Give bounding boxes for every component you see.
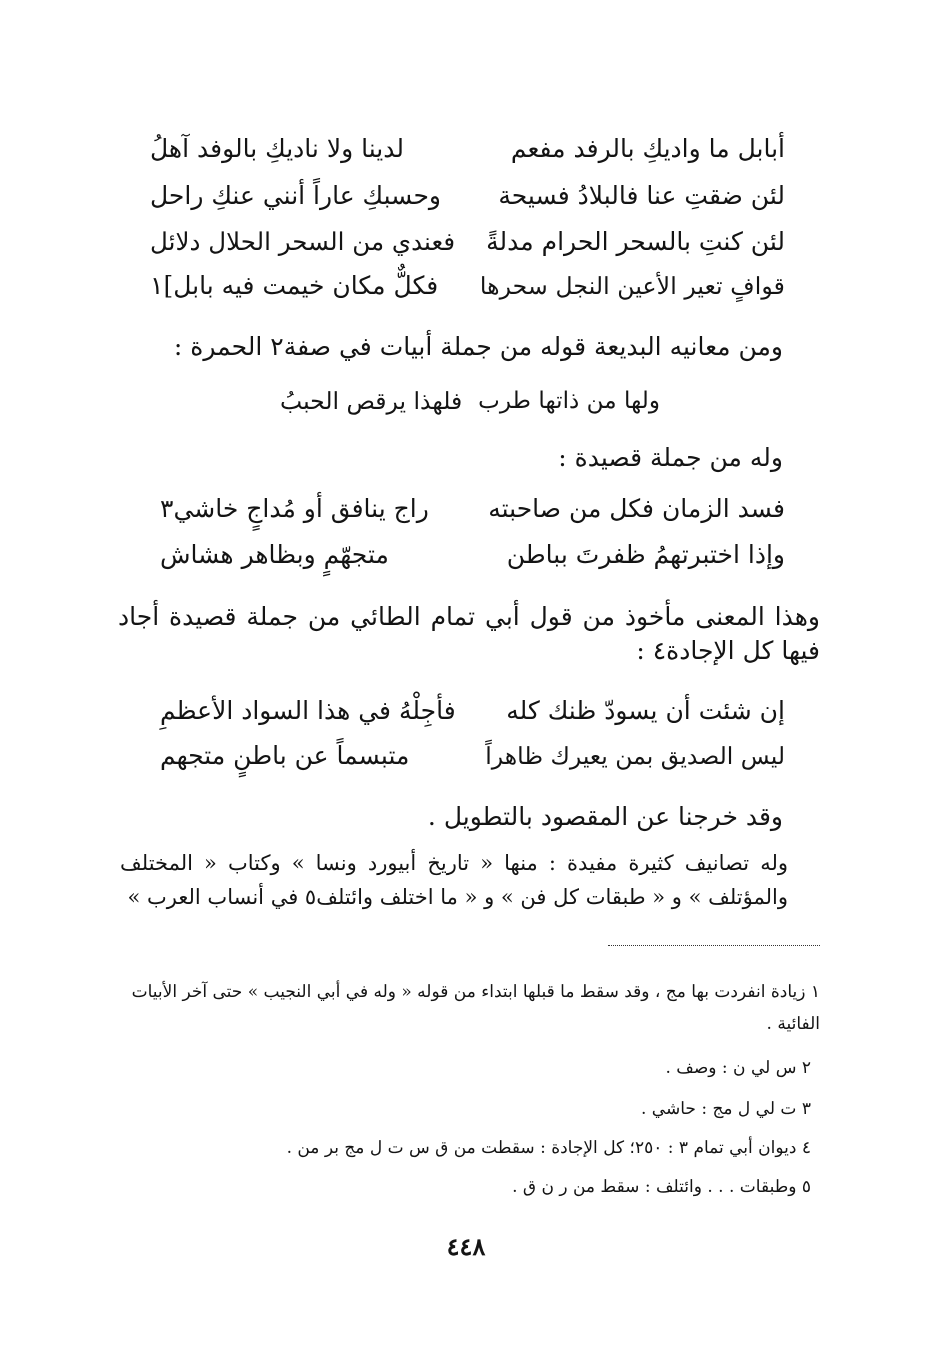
verse-hamra	[280, 386, 660, 420]
hemistich-second: متجهّمٍ وبظاهر هشاش	[160, 540, 389, 569]
intro-abu-tammam: وهذا المعنى مأخوذ من قول أبي تمام الطائي من جملة قصيدة أجاد فيها كل الإجادة٤ :	[118, 602, 820, 665]
hemistich-second: فلهذا يرقص الحببُ	[280, 387, 463, 415]
poem3-line-1	[160, 696, 785, 730]
hemistich-first: لئن كنتِ بالسحر الحرام مدلةً	[486, 227, 785, 256]
page-number: ٤٤٨	[446, 1232, 486, 1261]
footnote-4: ٤ ديوان أبي تمام ٣ : ٢٥٠؛ كل الإجادة : سقطت من ق س ت ل مج بر من .	[286, 1138, 811, 1158]
hemistich-first: ليس الصديق بمن يعيرك ظاهراً	[485, 742, 785, 770]
footnote-2: ٢ س لي ن : وصف .	[665, 1058, 811, 1078]
hemistich-first: قوافٍ تعير الأعين النجل سحرها	[479, 272, 785, 300]
intro-hamra: ومن معانيه البديعة قوله من جملة أبيات في صفة٢ الحمرة :	[173, 332, 783, 361]
hemistich-second: فأجِلْهُ في هذا السواد الأعظمِ	[160, 696, 456, 725]
footnote-5: ٥ وطبقات . . . وائتلف : سقط من ر ن ق .	[512, 1177, 811, 1197]
poem2-line-1	[160, 494, 785, 528]
poem1-line-2	[150, 181, 785, 215]
poem2-line-2	[160, 540, 785, 574]
hemistich-second: راج ينافق أو مُداجٍ خاشي٣	[160, 494, 429, 523]
closing-sentence: وقد خرجنا عن المقصود بالتطويل .	[427, 802, 783, 831]
footnote-3: ٣ ت لي ل مج : حاشي .	[641, 1099, 811, 1119]
hemistich-first: أبابل ما واديكِ بالرفد مفعم	[510, 134, 785, 163]
hemistich-second: وحسبكِ عاراً أنني عنكِ راحل	[150, 181, 442, 210]
poem1-line-4	[150, 271, 785, 305]
hemistich-first: وإذا اختبرتهمُ ظفرتَ بباطن	[506, 540, 785, 569]
hemistich-first: إن شئت أن يسودّ ظنك كله	[506, 696, 785, 725]
poem1-line-1	[150, 134, 785, 168]
hemistich-second: لدينا ولا ناديكِ بالوفد آهلُ	[150, 134, 404, 163]
poem3-line-2	[160, 741, 785, 775]
hemistich-second: فكلٌّ مكان خيمت فيه بابل]١	[150, 271, 439, 300]
footnote-separator	[608, 945, 820, 946]
poem1-line-3	[150, 227, 785, 261]
hemistich-second: متبسماً عن باطنٍ متجهم	[160, 741, 410, 770]
hemistich-first: فسد الزمان فكل من صاحبته	[488, 494, 785, 523]
footnote-1: ١ زيادة انفردت بها مج ، وقد سقط ما قبلها ابتداء من قوله « وله في أبي النجيب » حتى آخر الأبيات الفائية .	[131, 982, 820, 1034]
intro-qasida: وله من جملة قصيدة :	[558, 443, 783, 472]
works-paragraph: وله تصانيف كثيرة مفيدة : منها « تاريخ أبيورد ونسا » وكتاب « المختلف والمؤتلف » و « طبقات كل فن » و « ما اختلف وائتلف٥ في أنساب العرب »	[120, 851, 788, 909]
hemistich-first: لئن ضقتِ عنا فالبلادُ فسيحة	[498, 181, 785, 210]
hemistich-second: فعندي من السحر الحلال دلائل	[150, 227, 456, 256]
hemistich-first: ولها من ذاتها طرب	[478, 388, 660, 414]
